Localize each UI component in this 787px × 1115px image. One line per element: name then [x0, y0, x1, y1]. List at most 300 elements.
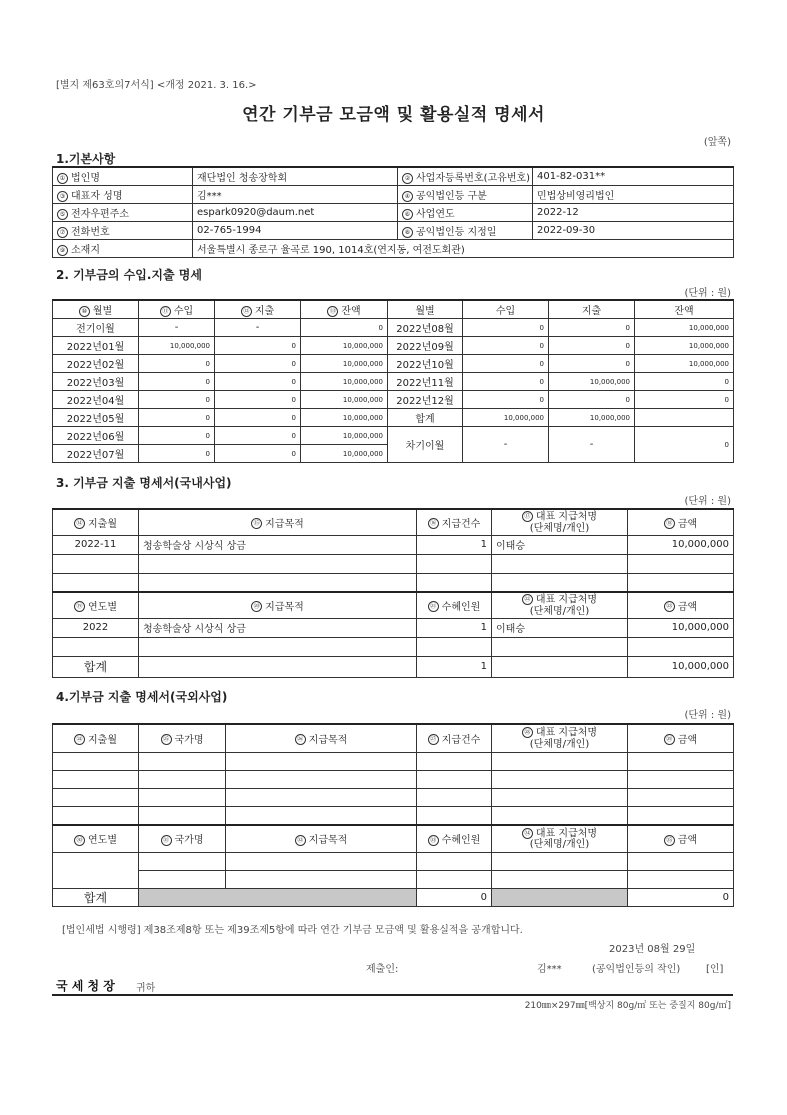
info-value-text: 재단법인 청송장학회 [197, 173, 288, 184]
item-number-icon: ㉕ [161, 734, 172, 745]
expense-cell-text: 0 [625, 395, 630, 404]
balance-cell [301, 445, 388, 463]
empty-cell [226, 788, 417, 806]
section3-heading: 3. 기부금 지출 명세서(국내사업) [56, 476, 232, 490]
balance-cell-text: 0 [724, 395, 729, 404]
column-header-text: 국가명 [174, 835, 204, 847]
count-cell-text: 1 [480, 622, 487, 633]
total-purpose [139, 656, 417, 677]
column-header [139, 724, 226, 752]
month-cell [53, 391, 139, 409]
carry-label-text: 차기이월 [405, 441, 445, 452]
balance-cell [635, 373, 734, 391]
month-cell [53, 319, 139, 337]
total-label [53, 889, 139, 907]
column-header-text: 금액 [677, 835, 698, 847]
header-row [53, 825, 734, 853]
empty-row [53, 871, 734, 889]
month-cell [53, 409, 139, 427]
info-value-text: 민법상비영리법인 [537, 191, 615, 202]
count-cell [417, 573, 492, 592]
item-number-icon: ㉛ [161, 835, 172, 846]
info-row [53, 167, 734, 186]
count-cell [417, 637, 492, 656]
column-header [53, 825, 139, 853]
monthly-row [53, 355, 734, 373]
info-value-text: 02-765-1994 [197, 225, 262, 236]
purpose-cell [139, 618, 417, 637]
expense-cell-text: - [255, 322, 260, 333]
empty-cell [492, 806, 628, 825]
law-notice: [법인세법 시행령] 제38조제8항 또는 제39조제5항에 따라 연간 기부금 모금액 및 활용실적을 공개합니다. [62, 925, 523, 936]
expense-cell-text: 0 [291, 377, 296, 386]
total-amount [628, 656, 734, 677]
carry-expense-text: - [589, 439, 594, 450]
column-header [492, 509, 628, 535]
income-cell [139, 337, 215, 355]
item-number-icon: ⑰ [522, 511, 533, 522]
expense-cell [215, 391, 301, 409]
expense-cell [215, 409, 301, 427]
income-cell [139, 427, 215, 445]
amount-cell-text: 10,000,000 [671, 622, 729, 633]
item-number-icon: ⑯ [428, 518, 439, 529]
total-count-text: 0 [480, 892, 487, 903]
period-cell [53, 637, 139, 656]
column-header [215, 300, 301, 319]
header-row [53, 724, 734, 752]
monthly-row [53, 391, 734, 409]
income-cell [139, 319, 215, 337]
empty-cell [417, 806, 492, 825]
monthly-row [53, 319, 734, 337]
period-cell-text: 2022 [82, 622, 109, 633]
recipient-cell [492, 535, 628, 554]
empty-cell [53, 788, 139, 806]
month-cell-text: 2022년10월 [396, 360, 454, 371]
balance-cell-text: 10,000,000 [688, 359, 729, 368]
column-header [628, 509, 734, 535]
balance-cell-text: 10,000,000 [342, 431, 383, 440]
column-header [53, 509, 139, 535]
income-cell-text: 0 [539, 377, 544, 386]
column-header [492, 825, 628, 853]
header-row [53, 300, 734, 319]
carry-label [388, 427, 463, 463]
item-number-icon: ⑦ [57, 227, 68, 238]
info-value-text: 김*** [197, 191, 222, 202]
item-number-icon: ㉗ [428, 734, 439, 745]
submit-date: 2023년 08월 29일 [609, 944, 696, 955]
empty-cell [628, 806, 734, 825]
column-header-text: 수입 [495, 306, 516, 317]
income-cell [463, 337, 549, 355]
item-number-icon: ② [402, 173, 413, 184]
empty-cell [628, 853, 734, 871]
info-value-text: 401-82-031** [537, 171, 606, 182]
section2-heading: 2. 기부금의 수입.지출 명세 [56, 268, 202, 282]
total-count [417, 889, 492, 907]
income-cell-text: 0 [539, 341, 544, 350]
total-row [53, 889, 734, 907]
month-cell [388, 337, 463, 355]
empty-row [53, 770, 734, 788]
balance-cell [635, 391, 734, 409]
expense-cell-text: 0 [291, 359, 296, 368]
info-label [53, 222, 193, 240]
expense-row [53, 573, 734, 592]
expense-cell-text: 0 [291, 341, 296, 350]
month-cell [53, 337, 139, 355]
column-header [388, 300, 463, 319]
income-cell [463, 319, 549, 337]
item-number-icon: ㉞ [522, 828, 533, 839]
column-header-subtext: (단체명/개인) [529, 738, 590, 750]
column-header-text: 대표 지급처명 [535, 594, 598, 606]
unit-label-3: (단위 : 원) [684, 496, 731, 507]
period-cell [53, 573, 139, 592]
amount-cell-text: 10,000,000 [671, 539, 729, 550]
monthly-row [53, 337, 734, 355]
item-number-icon: ④ [402, 191, 413, 202]
address-value-text: 서울특별시 종로구 율곡로 190, 1014호(연지동, 여전도회관) [197, 245, 465, 256]
submitter-role: (공익법인등의 작인) [592, 964, 681, 975]
column-header-text: 국가명 [174, 734, 204, 746]
income-cell-text: 0 [539, 323, 544, 332]
total-count [417, 656, 492, 677]
empty-cell [139, 806, 226, 825]
empty-cell [139, 853, 226, 871]
column-header-text: 금액 [677, 734, 698, 746]
item-number-icon: ㉑ [428, 601, 439, 612]
info-value [193, 167, 398, 186]
expense-cell-text: 0 [291, 431, 296, 440]
recipient-cell [492, 554, 628, 573]
column-header-text: 대표 지급처명 [535, 511, 598, 523]
item-number-icon: ⑱ [664, 518, 675, 529]
empty-cell [226, 770, 417, 788]
month-cell-text: 2022년12월 [396, 396, 454, 407]
amount-cell [628, 554, 734, 573]
column-header-text: 잔액 [674, 306, 694, 317]
income-cell-text: 0 [539, 395, 544, 404]
basic-info-table [52, 166, 734, 258]
item-number-icon: ㉚ [74, 835, 85, 846]
monthly-row [53, 427, 734, 445]
column-header [139, 592, 417, 618]
income-cell-text: 0 [205, 395, 210, 404]
total-label-text: 합계 [83, 660, 108, 674]
expense-cell [215, 355, 301, 373]
item-number-icon: ㉘ [522, 727, 533, 738]
count-cell-text: 1 [480, 539, 487, 550]
info-value [193, 222, 398, 240]
balance-cell [635, 337, 734, 355]
month-cell-text: 전기이월 [76, 324, 115, 335]
item-number-icon: ⑲ [74, 601, 85, 612]
month-cell-text: 2022년03월 [66, 378, 125, 389]
carry-income [463, 427, 549, 463]
column-header-subtext: (단체명/개인) [529, 605, 590, 617]
income-cell [139, 409, 215, 427]
column-header [628, 592, 734, 618]
column-header-text: 수입 [173, 306, 194, 317]
header-row [53, 592, 734, 618]
column-header [492, 592, 628, 618]
balance-cell-text: 10,000,000 [342, 341, 383, 350]
purpose-cell-text: 청송학술상 시상식 상금 [143, 624, 246, 635]
column-header-text: 지출월 [88, 518, 117, 530]
month-cell [53, 355, 139, 373]
honorific: 귀하 [136, 983, 156, 994]
empty-cell [417, 770, 492, 788]
balance-cell [301, 409, 388, 427]
address-label-text: 소재지 [71, 245, 100, 256]
balance-cell [301, 337, 388, 355]
info-value-text: 2022-12 [537, 207, 579, 218]
income-cell-text: 0 [205, 377, 210, 386]
empty-cell [628, 752, 734, 770]
info-label [398, 222, 533, 240]
income-expense-table [52, 299, 734, 463]
empty-row [53, 853, 734, 871]
empty-cell [139, 871, 226, 889]
info-value [193, 186, 398, 204]
total-row [53, 656, 734, 677]
seal-label: [인] [706, 964, 724, 975]
item-number-icon: ① [57, 173, 68, 184]
empty-cell [492, 853, 628, 871]
empty-cell [53, 806, 139, 825]
total-shaded [139, 889, 417, 907]
item-number-icon: ⑫ [241, 306, 252, 317]
column-header-text: 지급목적 [308, 835, 348, 847]
paper-spec: 210㎜×297㎜[백상지 80g/㎡ 또는 중질지 80g/㎡] [524, 1001, 731, 1011]
column-header [492, 724, 628, 752]
column-header-text: 연도별 [88, 835, 117, 847]
balance-cell [635, 319, 734, 337]
amount-cell [628, 535, 734, 554]
expense-cell-text: 0 [625, 323, 630, 332]
column-header [463, 300, 549, 319]
info-value [533, 186, 734, 204]
balance-cell-text: 10,000,000 [342, 359, 383, 368]
column-header-text: 월별 [92, 306, 113, 317]
item-number-icon: ⑳ [251, 601, 262, 612]
month-cell [53, 445, 139, 463]
income-cell [139, 391, 215, 409]
month-cell-text: 2022년04월 [66, 396, 125, 407]
submitter-name: 김*** [537, 964, 562, 975]
info-value [533, 167, 734, 186]
unit-label-4: (단위 : 원) [684, 710, 731, 721]
income-cell [139, 445, 215, 463]
empty-cell [139, 770, 226, 788]
month-cell [53, 427, 139, 445]
balance-cell-text: 10,000,000 [342, 413, 383, 422]
info-label-text: 법인명 [71, 173, 100, 184]
total-amount-text: 0 [722, 892, 729, 903]
carry-balance [635, 427, 734, 463]
empty-cell [492, 788, 628, 806]
item-number-icon: ⑪ [160, 306, 171, 317]
income-cell-text: 10,000,000 [169, 341, 210, 350]
header-row [53, 509, 734, 535]
item-number-icon: ㉜ [295, 835, 306, 846]
balance-cell [635, 409, 734, 427]
column-header [139, 825, 226, 853]
empty-cell [628, 788, 734, 806]
month-cell [388, 319, 463, 337]
column-header-subtext: (단체명/개인) [529, 839, 590, 850]
month-cell-text: 합계 [415, 414, 435, 425]
income-cell [463, 373, 549, 391]
empty-cell [417, 752, 492, 770]
recipient-cell-text: 이태승 [496, 541, 525, 552]
balance-cell [301, 373, 388, 391]
month-cell-text: 2022년02월 [66, 360, 125, 371]
monthly-row [53, 409, 734, 427]
income-cell-text: 0 [205, 413, 210, 422]
period-cell [53, 535, 139, 554]
month-cell [388, 409, 463, 427]
income-cell-text: - [174, 322, 179, 333]
expense-cell [215, 427, 301, 445]
expense-cell [215, 337, 301, 355]
balance-cell-text: 10,000,000 [342, 449, 383, 458]
balance-cell-text: 10,000,000 [688, 341, 729, 350]
item-number-icon: ⑮ [251, 518, 262, 529]
column-header-text: 수혜인원 [441, 601, 481, 613]
income-cell [139, 373, 215, 391]
unit-label: (단위 : 원) [684, 288, 731, 299]
monthly-row [53, 373, 734, 391]
info-label-text: 전자우편주소 [71, 209, 129, 220]
expense-cell [215, 373, 301, 391]
empty-cell [628, 871, 734, 889]
month-cell-text: 2022년07월 [66, 450, 125, 461]
empty-cell [226, 871, 417, 889]
info-label [53, 204, 193, 222]
count-cell [417, 554, 492, 573]
column-header-text: 수혜인원 [441, 835, 481, 847]
expense-cell [549, 319, 635, 337]
column-header-text: 연도별 [88, 601, 117, 613]
column-header-text: 금액 [677, 601, 698, 613]
column-header [628, 825, 734, 853]
empty-row [53, 752, 734, 770]
month-cell-text: 2022년01월 [66, 342, 125, 353]
purpose-cell [139, 573, 417, 592]
column-header-text: 지급목적 [308, 734, 348, 746]
month-cell-text: 2022년11월 [396, 378, 454, 389]
expense-cell [549, 409, 635, 427]
info-label-text: 전화번호 [71, 227, 110, 238]
carry-expense [549, 427, 635, 463]
column-header-subtext: (단체명/개인) [529, 522, 590, 534]
info-label [53, 167, 193, 186]
income-cell [463, 409, 549, 427]
column-header-text: 지출월 [88, 734, 117, 746]
expense-cell [215, 445, 301, 463]
month-cell-text: 2022년09월 [396, 342, 454, 353]
balance-cell-text: 0 [378, 323, 383, 332]
column-header [53, 592, 139, 618]
income-cell-text: 0 [205, 449, 210, 458]
empty-cell [53, 853, 139, 889]
total-shaded [492, 889, 628, 907]
recipient: 국 세 청 장 [56, 979, 115, 993]
item-number-icon: ⑥ [402, 209, 413, 220]
balance-cell [301, 355, 388, 373]
column-header-text: 잔액 [341, 306, 361, 317]
front-label: (앞쪽) [703, 137, 731, 148]
info-label [398, 186, 533, 204]
column-header [628, 724, 734, 752]
item-number-icon: ⑬ [327, 306, 338, 317]
expense-cell [215, 319, 301, 337]
info-row [53, 222, 734, 240]
expense-cell-text: 0 [291, 449, 296, 458]
empty-cell [492, 871, 628, 889]
column-header [139, 509, 417, 535]
empty-cell [226, 853, 417, 871]
count-cell [417, 618, 492, 637]
info-value-text: espark0920@daum.net [197, 207, 315, 218]
expense-cell [549, 355, 635, 373]
info-label-text: 사업연도 [416, 209, 455, 220]
empty-cell [417, 853, 492, 871]
column-header-text: 금액 [677, 518, 698, 530]
item-number-icon: ⑭ [74, 518, 85, 529]
period-cell [53, 554, 139, 573]
amount-cell [628, 637, 734, 656]
column-header-text: 지급목적 [265, 518, 304, 530]
domestic-expense-table [52, 508, 734, 678]
income-cell-text: 0 [539, 359, 544, 368]
income-cell-text: 0 [205, 431, 210, 440]
info-label [398, 167, 533, 186]
address-label [53, 240, 193, 258]
month-cell-text: 2022년06월 [66, 432, 125, 443]
total-count-text: 1 [480, 661, 487, 672]
column-header-text: 대표 지급처명 [535, 727, 598, 739]
info-label [398, 204, 533, 222]
column-header [301, 300, 388, 319]
expense-row [53, 535, 734, 554]
column-header [417, 724, 492, 752]
expense-cell-text: 10,000,000 [589, 377, 630, 386]
month-cell-text: 2022년05월 [66, 414, 125, 425]
item-number-icon: ㉝ [428, 835, 439, 846]
recipient-cell [492, 618, 628, 637]
info-row [53, 186, 734, 204]
empty-cell [139, 788, 226, 806]
expense-row [53, 554, 734, 573]
expense-cell-text: 0 [625, 341, 630, 350]
item-number-icon: ⑤ [57, 209, 68, 220]
info-value-text: 2022-09-30 [537, 225, 596, 236]
info-value [533, 222, 734, 240]
column-header-text: 지출 [581, 306, 602, 317]
info-row [53, 204, 734, 222]
total-label [53, 656, 139, 677]
month-cell [53, 373, 139, 391]
empty-cell [53, 752, 139, 770]
empty-cell [492, 752, 628, 770]
balance-cell [635, 355, 734, 373]
month-cell [388, 355, 463, 373]
